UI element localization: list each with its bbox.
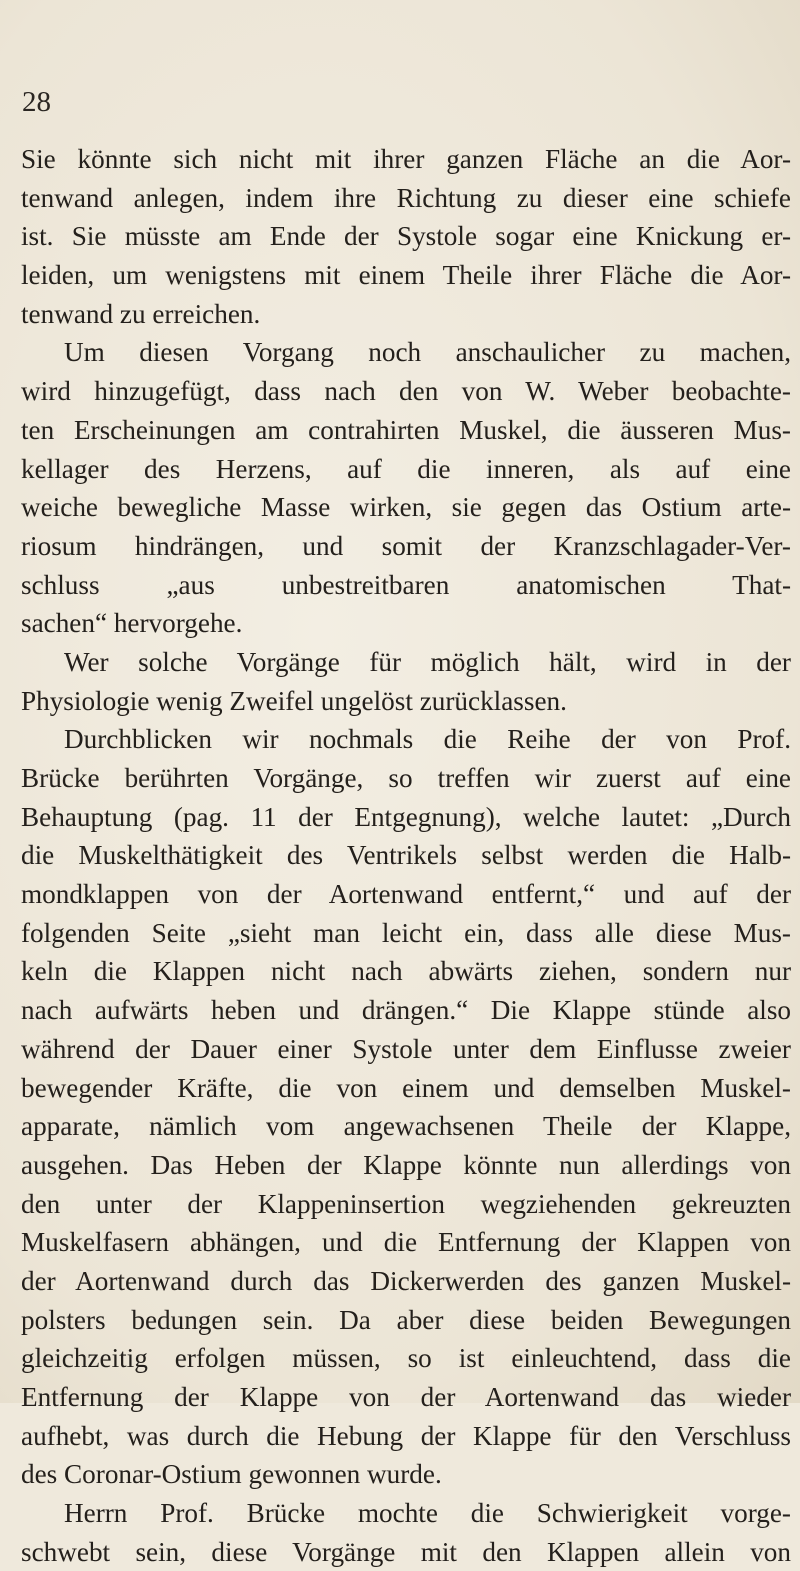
text-line: gleichzeitig erfolgen müssen, so ist einleuchtend, dass die — [21, 1343, 791, 1374]
text-line: Brücke berührten Vorgänge, so treffen wir zuerst auf eine — [21, 763, 791, 793]
text-line: Behauptung (pag. 11 der Entgegnung), welche lautet: „Durch — [21, 801, 791, 832]
text-line: des Coronar-Ostium gewonnen wurde. — [21, 1459, 442, 1490]
text-line: keln die Klappen nicht nach abwärts ziehen, sondern nur — [21, 956, 791, 987]
text-line: mondklappen von der Aortenwand entfernt,“ und auf der — [21, 879, 791, 910]
text-line: ist. Sie müsste am Ende der Systole sogar eine Knickung er- — [21, 221, 791, 252]
text-line: nach aufwärts heben und drängen.“ Die Klappe stünde also — [21, 995, 791, 1026]
text-line: tenwand zu erreichen. — [21, 298, 261, 329]
text-line: aufhebt, was durch die Hebung der Klappe für den Verschluss — [21, 1420, 791, 1451]
text-line: Physiologie wenig Zweifel ungelöst zurücklassen. — [21, 685, 567, 716]
text-line: während der Dauer einer Systole unter dem Einflusse zweier — [21, 1033, 791, 1064]
text-line: ausgehen. Das Heben der Klappe könnte nun allerdings von — [21, 1149, 791, 1180]
text-line: weiche bewegliche Masse wirken, sie gegen das Ostium arte- — [21, 492, 791, 523]
text-line: wird hinzugefügt, dass nach den von W. Weber beobachte- — [21, 376, 791, 407]
text-line: schluss „aus unbestreitbaren anatomischen That- — [21, 569, 791, 600]
text-line: Um diesen Vorgang noch anschaulicher zu machen, — [64, 337, 791, 368]
text-line: folgenden Seite „sieht man leicht ein, dass alle diese Mus- — [21, 917, 791, 948]
page-number: 28 — [22, 86, 51, 118]
text-line: Herrn Prof. Brücke mochte die Schwierigkeit vorge- — [64, 1498, 791, 1529]
text-line: bewegender Kräfte, die von einem und demselben Muskel- — [21, 1072, 791, 1103]
text-line: polsters bedungen sein. Da aber diese beiden Bewegungen — [21, 1304, 791, 1335]
text-line: Sie könnte sich nicht mit ihrer ganzen Fläche an die Aor- — [21, 144, 791, 174]
text-line: sachen“ hervorgehe. — [21, 608, 243, 639]
text-line: Durchblicken wir nochmals die Reihe der von Prof. — [64, 724, 791, 755]
text-line: riosum hindrängen, und somit der Kranzschlagader-Ver- — [21, 530, 791, 561]
text-line: die Muskelthätigkeit des Ventrikels selbst werden die Halb- — [21, 840, 791, 871]
text-line: Wer solche Vorgänge für möglich hält, wird in der — [64, 646, 791, 677]
text-line: Entfernung der Klappe von der Aortenwand das wieder — [21, 1382, 791, 1412]
text-line: kellager des Herzens, auf die inneren, als auf eine — [21, 453, 791, 484]
text-line: den unter der Klappeninsertion wegziehenden gekreuzten — [21, 1188, 791, 1219]
text-line: apparate, nämlich vom angewachsenen Theile der Klappe, — [21, 1111, 791, 1142]
body-text — [21, 140, 791, 1571]
text-line: ten Erscheinungen am contrahirten Muskel, die äusseren Mus- — [21, 414, 791, 445]
text-line: der Aortenwand durch das Dickerwerden des ganzen Muskel- — [21, 1265, 791, 1296]
text-line: leiden, um wenigstens mit einem Theile ihrer Fläche die Aor- — [21, 260, 791, 291]
text-line: tenwand anlegen, indem ihre Richtung zu dieser eine schiefe — [21, 182, 791, 213]
text-line: schwebt sein, diese Vorgänge mit den Klappen allein von — [21, 1536, 791, 1567]
text-line: Muskelfasern abhängen, und die Entfernung der Klappen von — [21, 1227, 791, 1258]
